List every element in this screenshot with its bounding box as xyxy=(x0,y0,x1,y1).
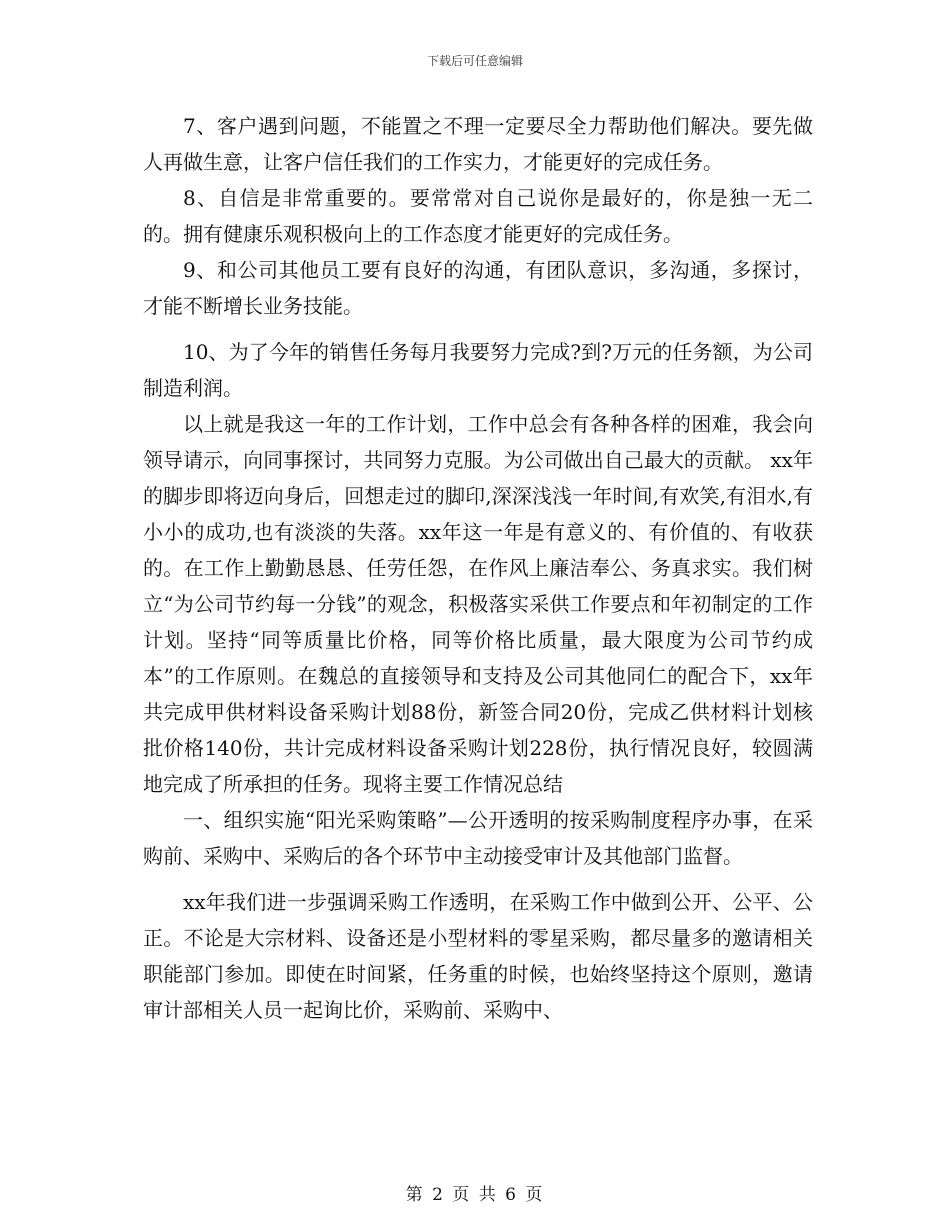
paragraph-transparency: xx年我们进一步强调采购工作透明，在采购工作中做到公开、公平、公正。不论是大宗材料、设备还是小型材料的零星采购，都尽量多的邀请相关职能部门参加。即使在时间紧，任务重的时候，也始终坚持这个原则，邀请审计部相关人员一起询比价，采购前、采购中、 xyxy=(143,890,813,1022)
paragraph-summary: 以上就是我这一年的工作计划，工作中总会有各种各样的困难，我会向领导请示，向同事探讨，共同努力克服。为公司做出自己最大的贡献。 xx年的脚步即将迈向身后，回想走过的脚印,深深浅浅一年时间,有欢笑,有泪水,有小小的成功,也有淡淡的失落。xx年这一年是有意义的、有价值的、有收获的。在工作上勤勤恳恳、任劳任怨，在作风上廉洁奉公、务真求实。我们树立“为公司节约每一分钱”的观念，积极落实采供工作要点和年初制定的工作计划。坚持“同等质量比价格，同等价格比质量，最大限度为公司节约成本”的工作原则。在魏总的直接领导和支持及公司其他同仁的配合下，xx年共完成甲供材料设备采购计划88份，新签合同20份，完成乙供材料计划核批价格140份，共计完成材料设备采购计划228份，执行情况良好，较圆满地完成了所承担的任务。现将主要工作情况总结 xyxy=(143,412,813,796)
paragraph-item-10: 10、为了今年的销售任务每月我要努力完成?到?万元的任务额，为公司制造利润。 xyxy=(143,340,813,400)
paragraph-item-7: 7、客户遇到问题，不能置之不理一定要尽全力帮助他们解决。要先做人再做生意，让客户信任我们的工作实力，才能更好的完成任务。 xyxy=(143,114,813,174)
document-body xyxy=(143,108,813,1028)
page-header: 下载后可任意编辑 xyxy=(426,54,523,68)
paragraph-item-8: 8、自信是非常重要的。要常常对自己说你是最好的，你是独一无二的。拥有健康乐观积极向上的工作态度才能更好的完成任务。 xyxy=(143,186,813,246)
paragraph-section-one: 一、组织实施“阳光采购策略”—公开透明的按采购制度程序办事，在采购前、采购中、采购后的各个环节中主动接受审计及其他部门监督。 xyxy=(143,808,813,868)
page-number: 第 2 页 共 6 页 xyxy=(405,1185,545,1205)
paragraph-item-9: 9、和公司其他员工要有良好的沟通，有团队意识，多沟通，多探讨，才能不断增长业务技能。 xyxy=(143,258,813,318)
